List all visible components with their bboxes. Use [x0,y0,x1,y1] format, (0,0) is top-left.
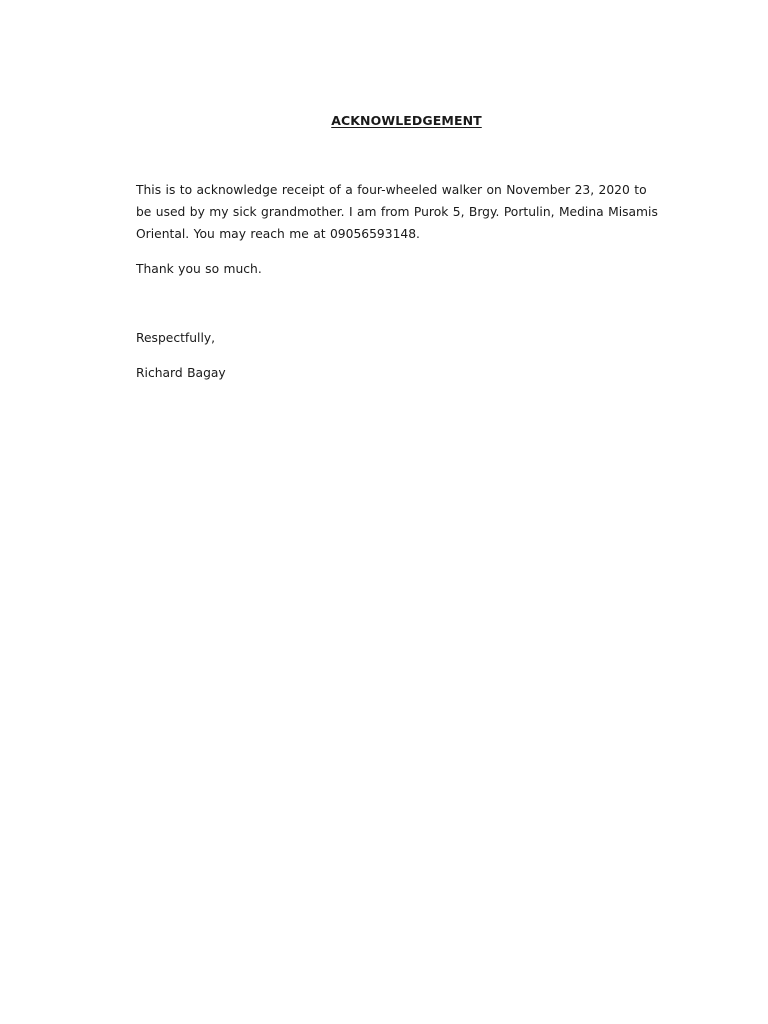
thanks-line: Thank you so much. [136,262,262,276]
acknowledgement-paragraph: This is to acknowledge receipt of a four-wheeled walker on November 23, 2020 to be used by my sick grandmother. I am from Purok 5, Brgy. Portulin, Medina Misamis Oriental. You may reach me at 09056593148. [136,183,658,241]
document-title: ACKNOWLEDGEMENT [331,113,482,128]
closing-line: Respectfully, [136,331,216,345]
signature-name: Richard Bagay [136,366,226,380]
